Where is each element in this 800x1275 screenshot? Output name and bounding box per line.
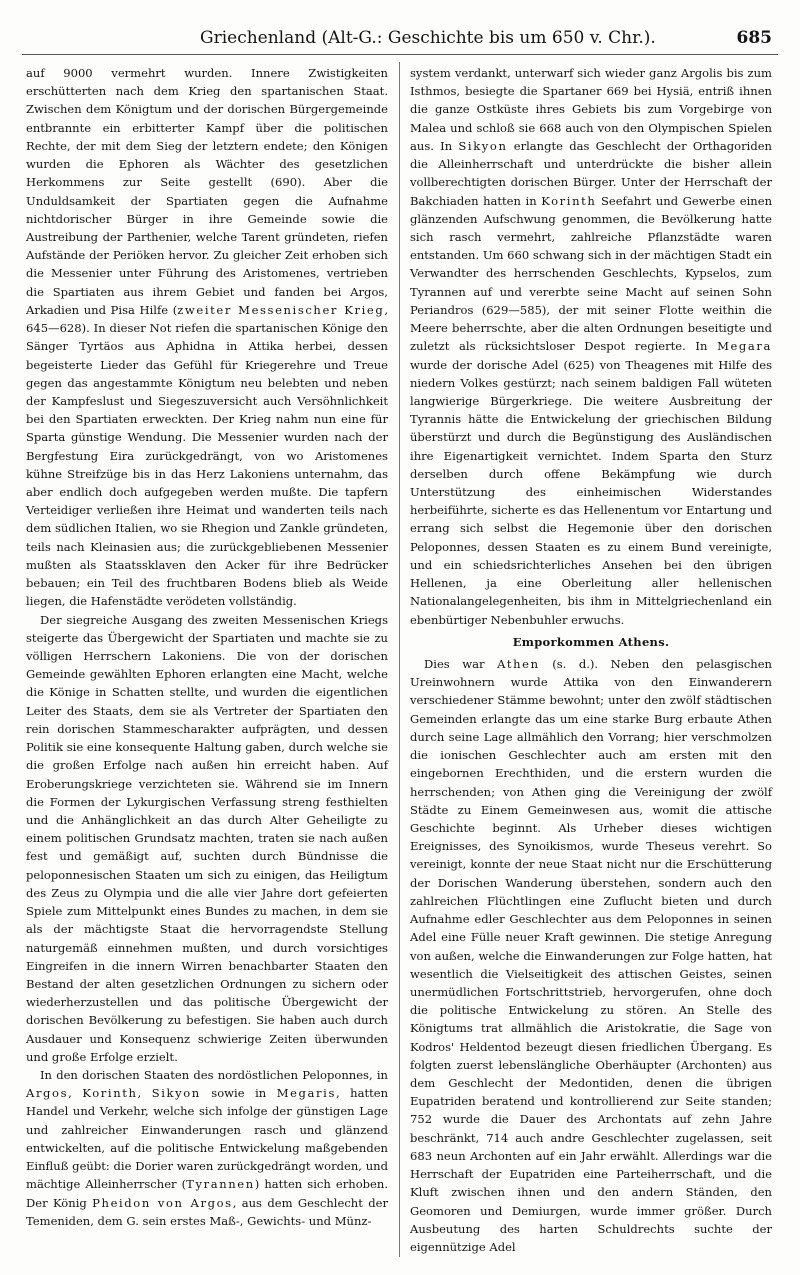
- spaced-term: Tyrannen: [186, 1177, 255, 1192]
- text-run: wurde der dorische Adel (625) von Theagenes mit Hilfe des niedern Volkes gestürzt; nach seinem baldigen Fall wüteten langwierige Bürgerkriege. Die weitere Ausbreitung der Tyrannis hätte die Entwickelung der griechischen Bildung überstürzt und durch die Begünstigung des Ausländischen ihre Eigenartigkeit vernichtet. Indem Sparta den Sturz derselben durch offene Bekämpfung wie durch Unterstützung des einheimischen Widerstandes herbeiführte, sicherte es das Hellenentum vor Entartung und errang sich selbst die Hegemonie über den dorischen Peloponnes, dessen Staaten es zu einem Bund vereinigte, und ein schiedsrichterliches Ansehen bei den übrigen Hellenen, ja eine Oberleitung aller hellenischen Nationalangelegenheiten, bis ihm in Mittelgriechenland ein ebenbürtiger Nebenbuhler erwuchs.: [410, 357, 772, 627]
- page-title: Griechenland (Alt-G.: Geschichte bis um 650 v. Chr.).: [200, 28, 656, 48]
- paragraph: [26, 1066, 388, 1230]
- section-heading: Emporkommen Athens.: [512, 634, 670, 649]
- text-run: (s. d.). Neben den pelasgischen Ureinwohnern wurde Attika von den Einwanderern verschiedener Stämme bewohnt; unter den zwölf städtischen Gemeinden erlangte das um eine starke Burg erbaute Athen durch seine Lage allmählich den Vorrang; hier verschmolzen die ionischen Geschlechter auch am ersten mit den eingebornen Erechthiden, und die erstern wurden die herrschenden; von Athen ging die Vereinigung der zwölf Städte zu Einem Gemeinwesen aus, womit die attische Geschichte beginnt. Als Urheber dieses wichtigen Ereignisses, des Synoikismos, wurde Theseus verehrt. So vereinigt, konnte der neue Staat nicht nur die Erschütterung der Dorischen Wanderung überstehen, sondern auch den zahlreichen Flüchtlingen eine Zuflucht bieten und durch Aufnahme edler Geschlechter aus dem Peloponnes in seinen Adel eine Fülle neuer Kraft gewinnen. Die stetige Anregung von außen, welche die Einwanderungen zur Folge hatten, hat wesentlich die Vielseitigkeit des attischen Geistes, seinen unermüdlichen Fortschrittstrieb, hervorgerufen, ohne doch die politische Entwickelung zu stören. An Stelle des Königtums trat allmählich die Aristokratie, die Sage von Kodros' Heldentod bezeugt diesen friedlichen Übergang. Es folgten zuerst lebenslängliche Oberhäupter (Archonten) aus dem Geschlecht der Medontiden, denen die übrigen Eupatriden beratend und kontrollierend zur Seite standen; 752 wurde die Dauer des Archontats auf zehn Jahre beschränkt, 714 auch andre Geschlechter zugelassen, seit 683 neun Archonten auf ein Jahr erwählt. Allerdings war die Herrschaft der Eupatriden eine Parteiherrschaft, und die Kluft zwischen ihnen und den andern Ständen, den Geomoren und Demiurgen, wurde immer größer. Durch Ausbeutung des harten Schuldrechts suchte der eigennützige Adel: [410, 657, 772, 1254]
- spaced-term: Athen: [497, 657, 540, 671]
- text-run: auf 9000 vermehrt wurden. Innere Zwistigkeiten erschütterten nach dem Krieg den spartanischen Staat. Zwischen dem Königtum und der dorischen Bürgergemeinde entbrannte ein erbitterter Kampf über die politischen Rechte, der mit dem Sieg der letztern endete; den Königen wurden die Ephoren als Wächter des gesetzlichen Herkommens zur Seite gestellt (690). Aber die Unduldsamkeit der Spartiaten gegen die Aufnahme nichtdorischer Bürger in ihre Gemeinde sowie die Austreibung der Parthenier, welche Tarent gründeten, riefen Aufstände der Periöken hervor. Zu gleicher Zeit erhoben sich die Messenier unter Führung des Aristomenes, vertrieben die Spartiaten aus ihrem Gebiet und fanden bei Argos, Arkadien und Pisa Hilfe (: [26, 66, 388, 317]
- paragraph: Der siegreiche Ausgang des zweiten Messenischen Kriegs steigerte das Übergewicht der Spartiaten und machte sie zu völligen Herrschern Lakoniens. Die von der dorischen Gemeinde gewählten Ephoren erlangten eine Macht, welche die Könige in Schatten stellte, und wurden die eigentlichen Leiter des Staats, dem sie als Vertreter der Spartiaten den rein dorischen Stammescharakter aufprägten, und dessen Politik sie eine konsequente Haltung gaben, durch welche sie die großen Erfolge nach außen hin erreicht haben. Auf Eroberungskriege verzichteten sie. Während sie im Innern die Formen der Lykurgischen Verfassung streng festhielten und die Anhänglichkeit an das durch Alter Geheiligte zu einem politischen Grundsatz machten, traten sie nach außen fest und gemäßigt auf, suchten durch Bündnisse die peloponnesischen Staaten um sich zu einigen, das Heiligtum des Zeus zu Olympia und die alle vier Jahre dort gefeierten Spiele zum Mittelpunkt eines Bundes zu machen, in dem sie als der mächtigste Staat die hervorragendste Stellung naturgemäß einnehmen mußten, und durch vorsichtiges Eingreifen in die innern Wirren benachbarter Staaten den Bestand der alten gesetzlichen Ordnungen zu sichern oder wiederherzustellen und das politische Übergewicht der dorischen Bevölkerung zu befestigen. Sie haben auch durch Ausdauer und Konsequenz schwierige Zeiten überwunden und große Erfolge erzielt.: [26, 612, 388, 1064]
- text-run: , aus dem Geschlecht der Temeniden, dem G. sein erstes Maß-, Gewichts- und Münz-: [26, 1195, 388, 1228]
- text-run: , hatten Handel und Verkehr, welche sich infolge der günstigen Lage und zahlreicher Einwanderungen rasch und glänzend entwickelten, auf die politische Entwickelung maßgebenden Einfluß geübt: die Dorier waren zurückgedrängt worden, und mächtige Alleinherrscher (: [26, 1086, 389, 1192]
- left-column: [26, 64, 388, 1230]
- page-number: 685: [736, 28, 772, 48]
- spaced-term: Pheidon von Argos: [92, 1195, 233, 1210]
- column-divider: [399, 62, 400, 1257]
- text-run: ) hatten sich erhoben. Der König: [26, 1177, 388, 1210]
- text-run: Seefahrt und Gewerbe einen glänzenden Aufschwung genommen, die Bevölkerung hatte sich rasch vermehrt, zahlreiche Pflanzstädte waren entstanden. Um 660 schwang sich in der mächtigen Stadt ein Verwandter des herrschenden Geschlechts, Kypselos, zum Tyrannen auf und vererbte seine Macht auf seinen Sohn Periandros (629—585), der mit seiner Flotte weithin die Meere beherrschte, aber die alten Ordnungen beseitigte und zuletzt als rücksichtsloser Despot regierte. In: [410, 193, 772, 354]
- spaced-term: Megaris: [276, 1086, 336, 1101]
- text-run: , 645—628). In dieser Not riefen die spartanischen Könige den Sänger Tyrtäos aus Aphidna in Attika herbei, dessen begeisterte Lieder das Gefühl für Kriegerehre und Treue gegen das angestammte Königtum neu belebten und neben der Kampfeslust und Siegeszuversicht auch Versöhnlichkeit bei den Spartiaten erweckten. Der Krieg nahm nun eine für Sparta günstige Wendung. Die Messenier wurden nach der Bergfestung Eira zurückgedrängt, von wo Aristomenes kühne Streifzüge bis in das Herz Lakoniens unternahm, das aber endlich doch aufgegeben werden mußte. Die tapfern Verteidiger verließen ihre Heimat und wanderten teils nach dem südlichen Italien, wo sie Rhegion und Zankle gründeten, teils nach Kleinasien aus; die zurückgebliebenen Messenier mußten als Staatssklaven den Acker für ihre Bedrücker bebauen; ein Teil des fruchtbaren Bodens blieb als Weide liegen, die Hafenstädte verödeten vollständig.: [26, 302, 388, 609]
- text-run: ,: [68, 1086, 83, 1101]
- spaced-term: zweiter Messenischer Krieg: [177, 302, 385, 317]
- text-run: ,: [137, 1086, 152, 1101]
- spaced-term: Argos: [26, 1086, 69, 1101]
- spaced-term: Megara: [717, 339, 772, 354]
- text-run: In den dorischen Staaten des nordöstlichen Peloponnes, in: [40, 1068, 388, 1083]
- spaced-term: Sikyon: [151, 1086, 201, 1101]
- spaced-term: Korinth: [82, 1086, 138, 1101]
- paragraph: [410, 655, 772, 1256]
- text-run: sowie in: [200, 1086, 277, 1101]
- header-rule: [22, 54, 778, 55]
- spaced-term: Korinth: [541, 193, 597, 208]
- text-run: Dies war: [424, 657, 498, 671]
- right-column: [410, 64, 772, 1256]
- paragraph: [410, 64, 772, 629]
- text-run: erlangte das Geschlecht der Orthagoriden die Alleinherrschaft und unterdrückte die bisher allein vollberechtigten dorischen Bürger. Unter der Herrschaft der Bakchiaden hatten in: [410, 138, 772, 208]
- spaced-term: Sikyon: [458, 138, 508, 153]
- text-run: system verdankt, unterwarf sich wieder ganz Argolis bis zum Isthmos, besiegte die Spartaner 669 bei Hysiä, entriß ihnen die ganze Ostküste ihres Gebiets bis zum Vorgebirge von Malea und schloß sie 668 auch von den Olympischen Spielen aus. In: [410, 66, 772, 153]
- paragraph: [26, 64, 388, 611]
